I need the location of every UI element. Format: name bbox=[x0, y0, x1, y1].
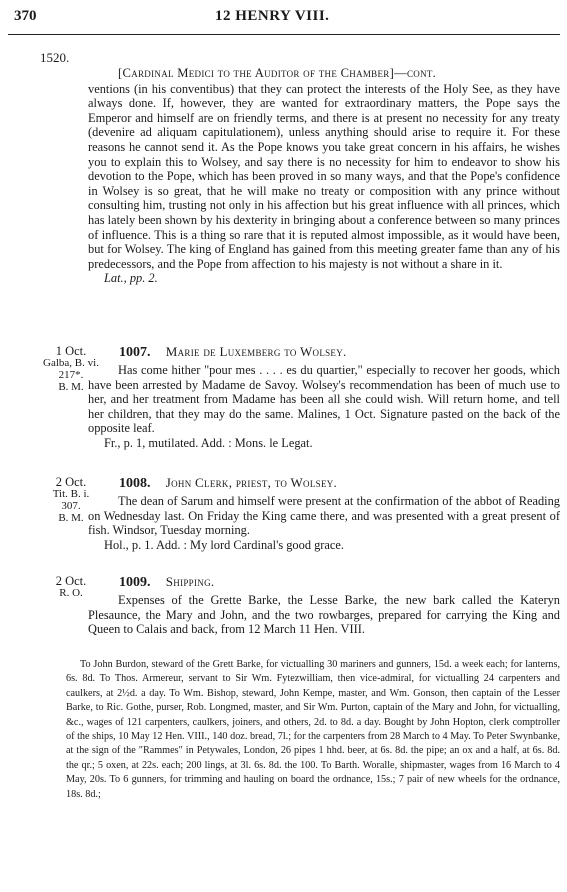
entry-title: John Clerk, priest, to Wolsey. bbox=[165, 475, 338, 490]
page-number: 370 bbox=[14, 8, 37, 24]
page-header bbox=[0, 8, 567, 30]
entry-ref: Tit. B. i. bbox=[52, 488, 90, 500]
continued-heading: [Cardinal Medici to the Auditor of the Chamber]—cont. bbox=[118, 66, 437, 80]
entry-body bbox=[88, 363, 560, 451]
entry-title-row bbox=[119, 475, 337, 492]
entry-ref: 307. bbox=[61, 500, 81, 512]
running-title: 12 HENRY VIII. bbox=[215, 8, 330, 24]
entry-title-row bbox=[119, 344, 347, 361]
year-marker: 1520. bbox=[40, 50, 70, 65]
entry-detail-block bbox=[66, 658, 560, 802]
entry-date: 1 Oct. bbox=[55, 344, 87, 358]
entry-ref: B. M. bbox=[58, 381, 84, 393]
entry-date: 2 Oct. bbox=[55, 574, 87, 588]
entry-detail: To John Burdon, steward of the Grett Barke, for victualling 30 mariners and gunners, 15d. a week each; for lanterns, 6s. 8d. To Thos. Armereur, servant to Sir Wm. Fytezwilliam, then vice-admiral, for victualling 24 carpenters and caulkers, at 2½d. a day. To Wm. Bishop, steward, John Kempe, master, and Wm. Gonson, then captain of the Lesser Barke, to Ric. Gothe, purser, Rob. Longmed, master, and Sir Wm. Purton, captain of the Mary and John, for victualling, &c., wages of 121 carpenters, caulkers, joiners, and others, 2d. to 8d. a day. Bought by John Hopton, clerk comptroller of the ships, 10 May 12 Hen. VIII., 140 doz. bread, 7l.; for the carpenters from 28 March to 4 May. To Peter Swynbanke, at the sign of the "Rammes" in Petywales, London, 26 pipes 1 hhd. beer, at 6s. 8d. the pipe; an ox and a half, at 6s. 8d. the qr.; 5 oxen, at 22s. each; 200 lings, at 3l. 6s. 8d. the 100. To Barth. Woralle, shipmaster, wages from 16 March to 4 May, 20s. To 6 gunners, for trimming and hauling on board the ordnance, 15s.; 7 pair of new wheels for the ordnance, 18s. 8d.; bbox=[66, 659, 560, 800]
entry-body bbox=[88, 494, 560, 552]
entry-body bbox=[88, 593, 560, 637]
entry-meta: Hol., p. 1. Add. : My lord Cardinal's good grace. bbox=[104, 537, 345, 552]
entry-number: 1009. bbox=[119, 575, 151, 590]
entry-ref: 217*. bbox=[58, 369, 84, 381]
continued-text: ventions (in his conventibus) that they can protect the interests of the Holy See, as they have always done. If, however, they are wanted for extraordinary matters, the Pope says the Emperor and himself are on friendly terms, and there is at present no necessity for any treaty (devenire ad aliquam capitulationem), unless anything should arise to require it. For these reasons he cannot send it. As the Pope knows you take great concern in his affairs, he wishes you to explain this to Wolsey, and say there is no necessity for him to endeavor to show his devotion to the Pope, which has been proved in so many ways, and that the Pope's confidence in Wolsey is so great, that he will make no treaty or composition with any prince without consulting him, trusting not only in his affection but his great influence with all princes, which has lately been shown by his dexterity in bringing about a conference between so many princes of influence. This is a thing so rare that it is reputed almost impossible, as it would have been, but for Wolsey. The king of England has gained from this meeting greater fame than any of his predecessors, and the Pope from affection to his majesty is not without a share in it. bbox=[88, 81, 560, 271]
header-rule bbox=[8, 34, 560, 35]
entry-title-row bbox=[119, 574, 214, 591]
entry-number: 1007. bbox=[119, 345, 151, 360]
entry-text: Has come hither "pour mes . . . . es du quartier," especially to recover her goods, which have been arrested by Madame de Savoy. Wolsey's recommendation has been of much use to her, and her treatment from Madame has been all she could wish. Will return home, and tell her children, that they may do the same. Malines, 1 Oct. Signature pasted on the back of the opposite leaf. bbox=[88, 363, 560, 436]
entry-ref: R. O. bbox=[59, 587, 83, 599]
entry-title: Marie de Luxemberg to Wolsey. bbox=[165, 344, 347, 359]
continued-entry bbox=[88, 66, 560, 286]
entry-date: 2 Oct. bbox=[55, 475, 87, 489]
continued-meta: Lat., pp. 2. bbox=[104, 271, 158, 286]
entry-number: 1008. bbox=[119, 476, 151, 491]
entry-text: Expenses of the Grette Barke, the Lesse Barke, the new bark called the Kateryn Plesaunce, the Mary and John, and the two rowbarges, prepared for carrying the King and Queen to Calais and back, from 12 March 11 Hen. VIII. bbox=[88, 593, 560, 637]
entry-title: Shipping. bbox=[165, 574, 215, 589]
entry-text: The dean of Sarum and himself were present at the confirmation of the abbot of Reading on Wednesday last. On Friday the King came there, and was presented with a great present of fish. Windsor, Tuesday morning. bbox=[88, 494, 560, 538]
entry-meta: Fr., p. 1, mutilated. Add. : Mons. le Legat. bbox=[104, 435, 313, 450]
entry-ref: Galba, B. vi. bbox=[43, 357, 99, 369]
entry-ref: B. M. bbox=[58, 512, 84, 524]
